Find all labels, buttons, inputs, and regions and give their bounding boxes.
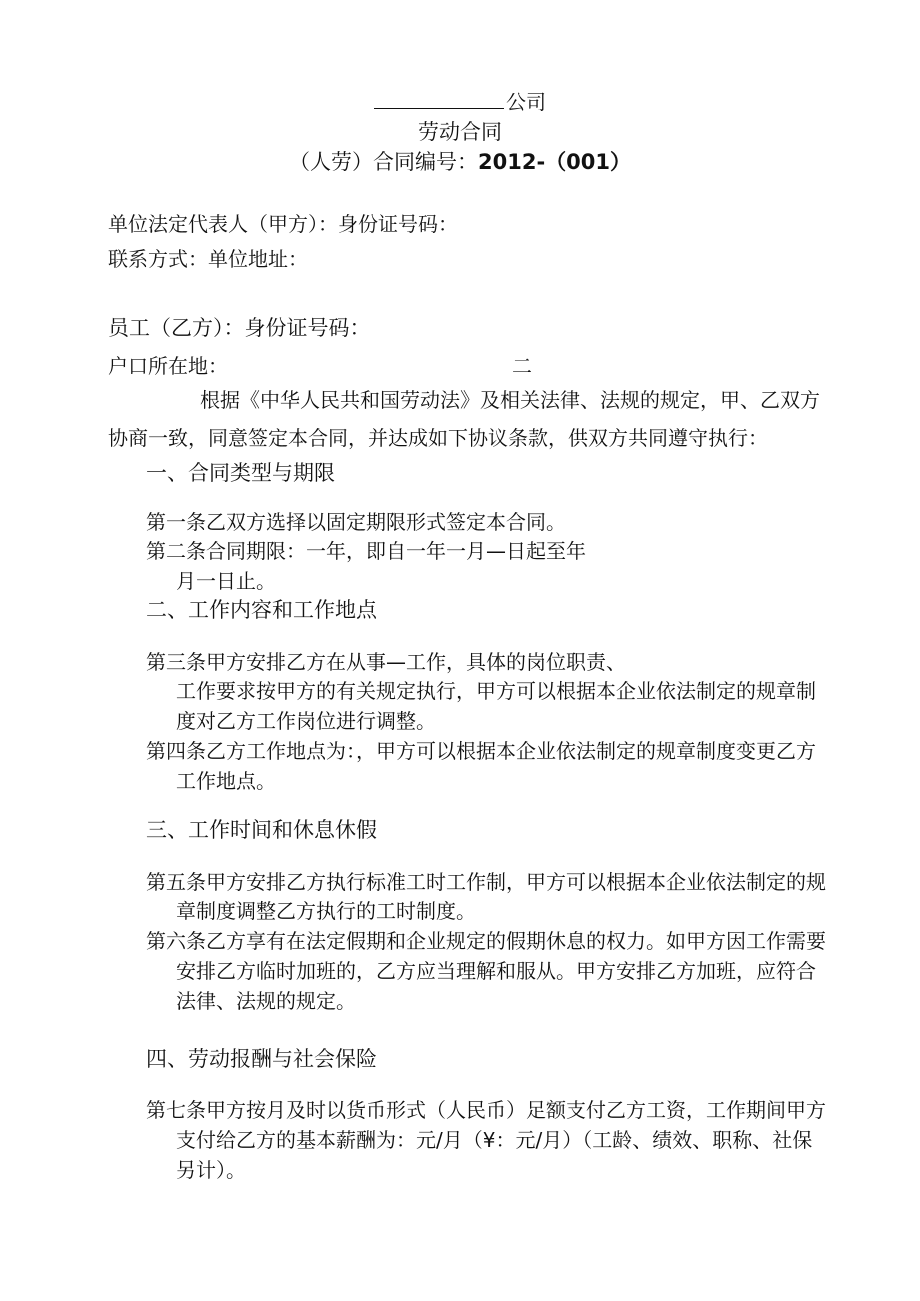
article-6-line3: 法律、法规的规定。 xyxy=(176,989,356,1013)
article-5-line1: 第五条甲方安排乙方执行标准工时工作制，甲方可以根据本企业依法制定的规 xyxy=(146,870,826,894)
article-4-line1: 第四条乙方工作地点为：，甲方可以根据本企业依法制定的规章制度变更乙方 xyxy=(146,739,816,763)
section-4-heading: 四、劳动报酬与社会保险 xyxy=(146,1047,377,1071)
article-2-line1: 第二条合同期限：一年，即自一年一月—日起至年 xyxy=(146,539,586,563)
article-7-line2: 支付给乙方的基本薪酬为：元/月（¥：元/月）（工龄、绩效、职称、社保 xyxy=(176,1128,813,1152)
article-2-line2: 月一日止。 xyxy=(176,569,276,593)
company-suffix: 公司 xyxy=(506,90,546,114)
article-3-line1: 第三条甲方安排乙方在从事—工作，具体的岗位职责、 xyxy=(146,650,626,674)
contract-title: 劳动合同 xyxy=(418,120,502,144)
preamble-line1: 根据《中华人民共和国劳动法》及相关法律、法规的规定，甲、乙双方 xyxy=(200,388,820,412)
party-a-line2: 联系方式：单位地址： xyxy=(108,247,308,271)
party-a-line1: 单位法定代表人（甲方）：身份证号码： xyxy=(108,212,458,236)
article-1: 第一条乙双方选择以固定期限形式签定本合同。 xyxy=(146,510,566,534)
section-3-heading: 三、工作时间和休息休假 xyxy=(146,818,377,842)
article-6-line1: 第六条乙方享有在法定假期和企业规定的假期休息的权力。如甲方因工作需要 xyxy=(146,929,826,953)
company-line xyxy=(0,88,920,116)
party-b-line2-mark: 二 xyxy=(512,354,532,378)
section-1-heading: 一、合同类型与期限 xyxy=(146,461,335,485)
contract-number-prefix: （人劳）合同编号： xyxy=(289,150,478,174)
party-b-line1: 员工（乙方）：身份证号码： xyxy=(108,316,371,340)
article-3-line3: 度对乙方工作岗位进行调整。 xyxy=(176,709,436,733)
article-3-line2: 工作要求按甲方的有关规定执行，甲方可以根据本企业依法制定的规章制 xyxy=(176,679,816,703)
article-5-line2: 章制度调整乙方执行的工时制度。 xyxy=(176,899,476,923)
company-name-blank xyxy=(374,90,504,109)
article-4-line2: 工作地点。 xyxy=(176,769,276,793)
article-6-line2: 安排乙方临时加班的，乙方应当理解和服从。甲方安排乙方加班，应符合 xyxy=(176,959,816,983)
preamble-line2: 协商一致，同意签定本合同，并达成如下协议条款，供双方共同遵守执行： xyxy=(108,426,768,450)
article-7-line1: 第七条甲方按月及时以货币形式（人民币）足额支付乙方工资，工作期间甲方 xyxy=(146,1098,826,1122)
section-2-heading: 二、工作内容和工作地点 xyxy=(146,598,377,622)
contract-number xyxy=(0,148,920,176)
article-7-line3: 另计）。 xyxy=(176,1158,246,1182)
party-b-line2: 户口所在地： xyxy=(108,354,228,378)
contract-number-value: 2012-（001） xyxy=(478,150,631,174)
